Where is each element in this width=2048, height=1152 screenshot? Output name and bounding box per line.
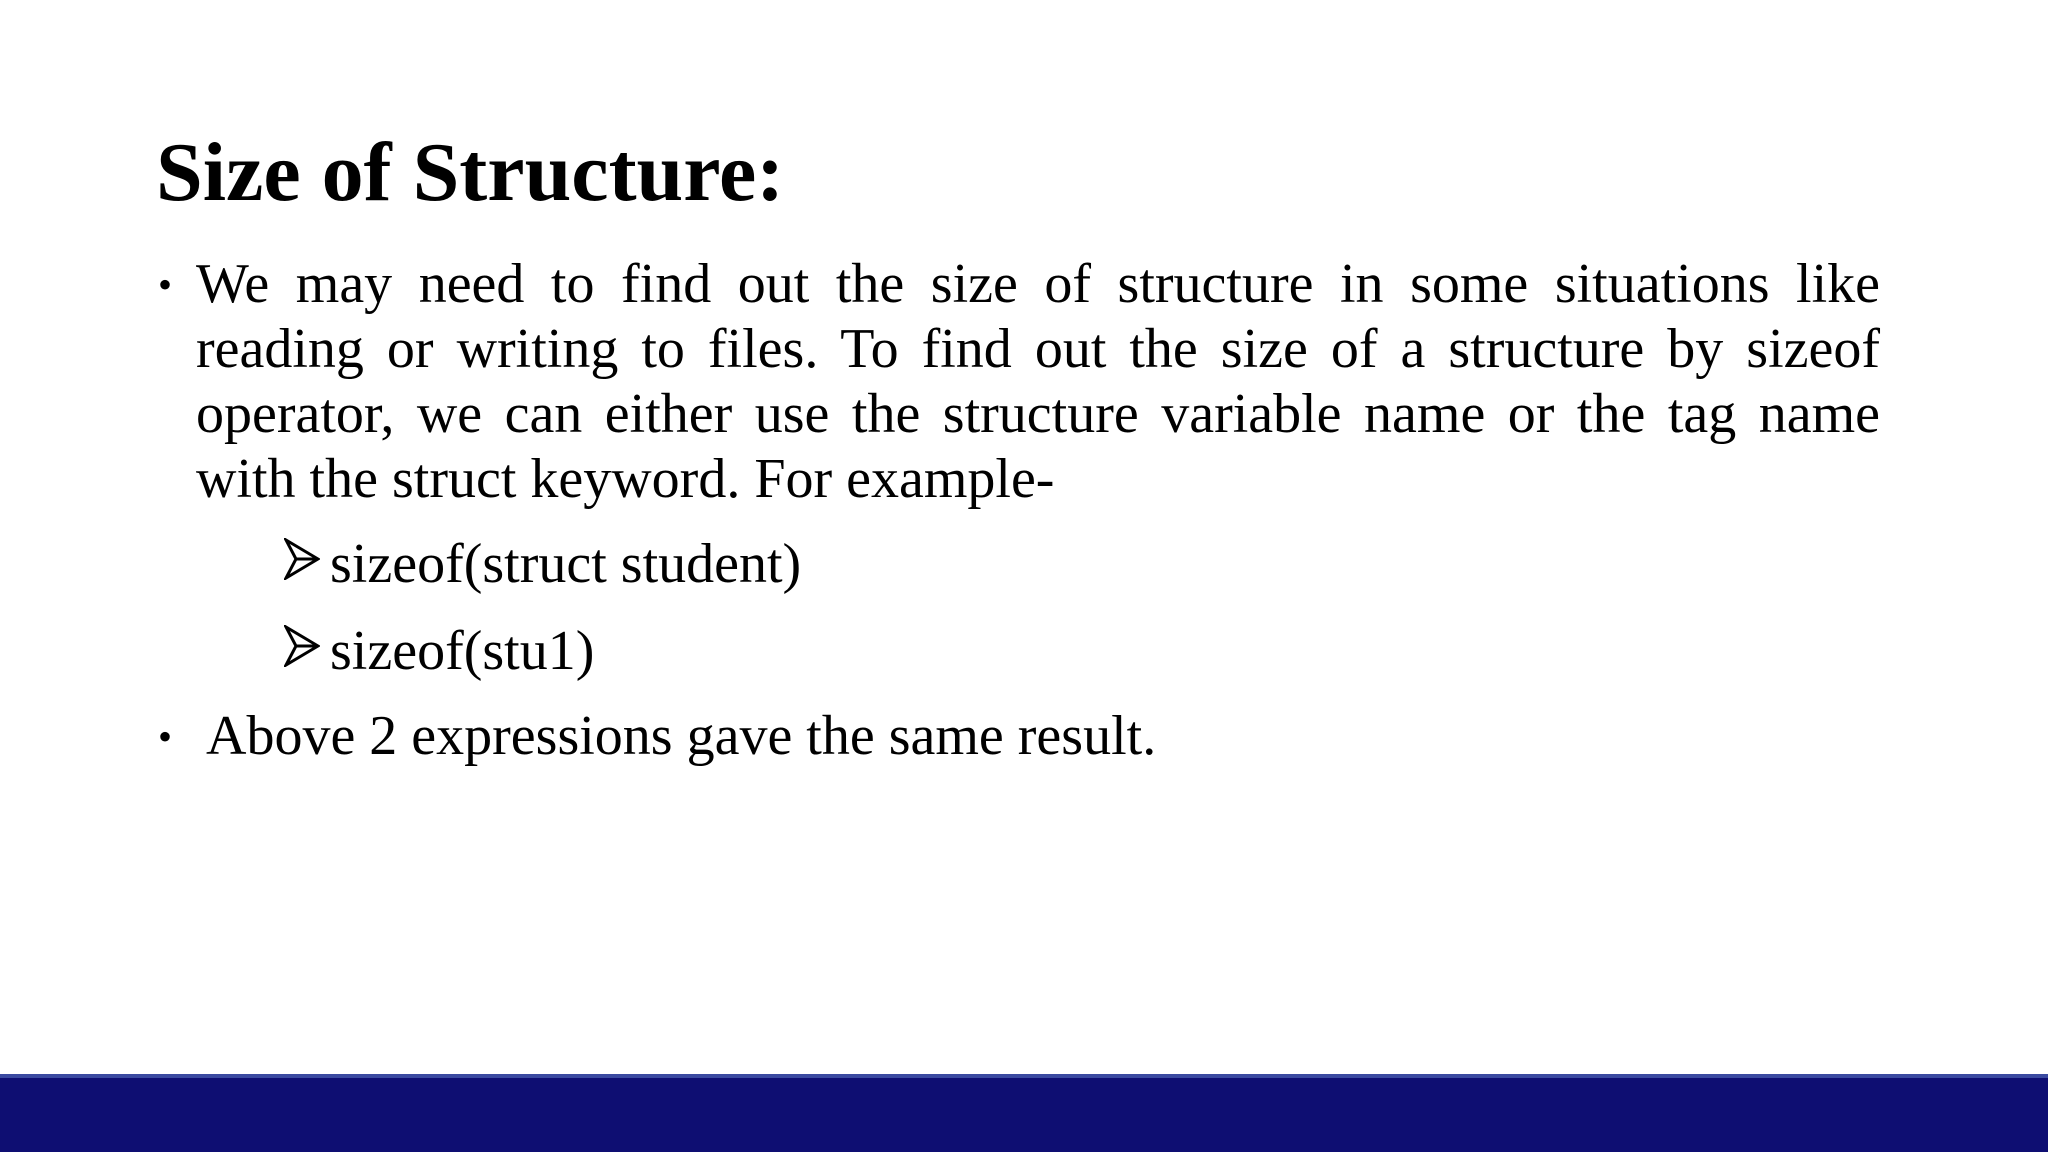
footer-bar — [0, 1074, 2048, 1152]
sub-bullet-item — [284, 619, 1880, 684]
footer-divider — [0, 1074, 2048, 1078]
bullet-item — [156, 252, 1880, 512]
sub-bullet-text: sizeof(struct student) — [330, 533, 802, 595]
bullet-text: Above 2 expressions gave the same result. — [206, 705, 1157, 767]
arrowhead-icon — [284, 538, 320, 580]
slide-content — [156, 252, 1880, 769]
sub-bullet-item — [284, 532, 1880, 597]
bullet-item — [156, 704, 1880, 769]
bullet-dot-icon: • — [158, 262, 173, 307]
sub-bullet-text: sizeof(stu1) — [330, 620, 595, 682]
bullet-dot-icon: • — [158, 714, 173, 759]
bullet-text: We may need to find out the size of structure in some situations like reading or writing to files. To find out the size of a structure by sizeof operator, we can either use the structure variable name or the tag name with the struct keyword. For example- — [196, 253, 1880, 510]
slide-title: Size of Structure: — [156, 126, 785, 219]
arrowhead-icon — [284, 625, 320, 667]
